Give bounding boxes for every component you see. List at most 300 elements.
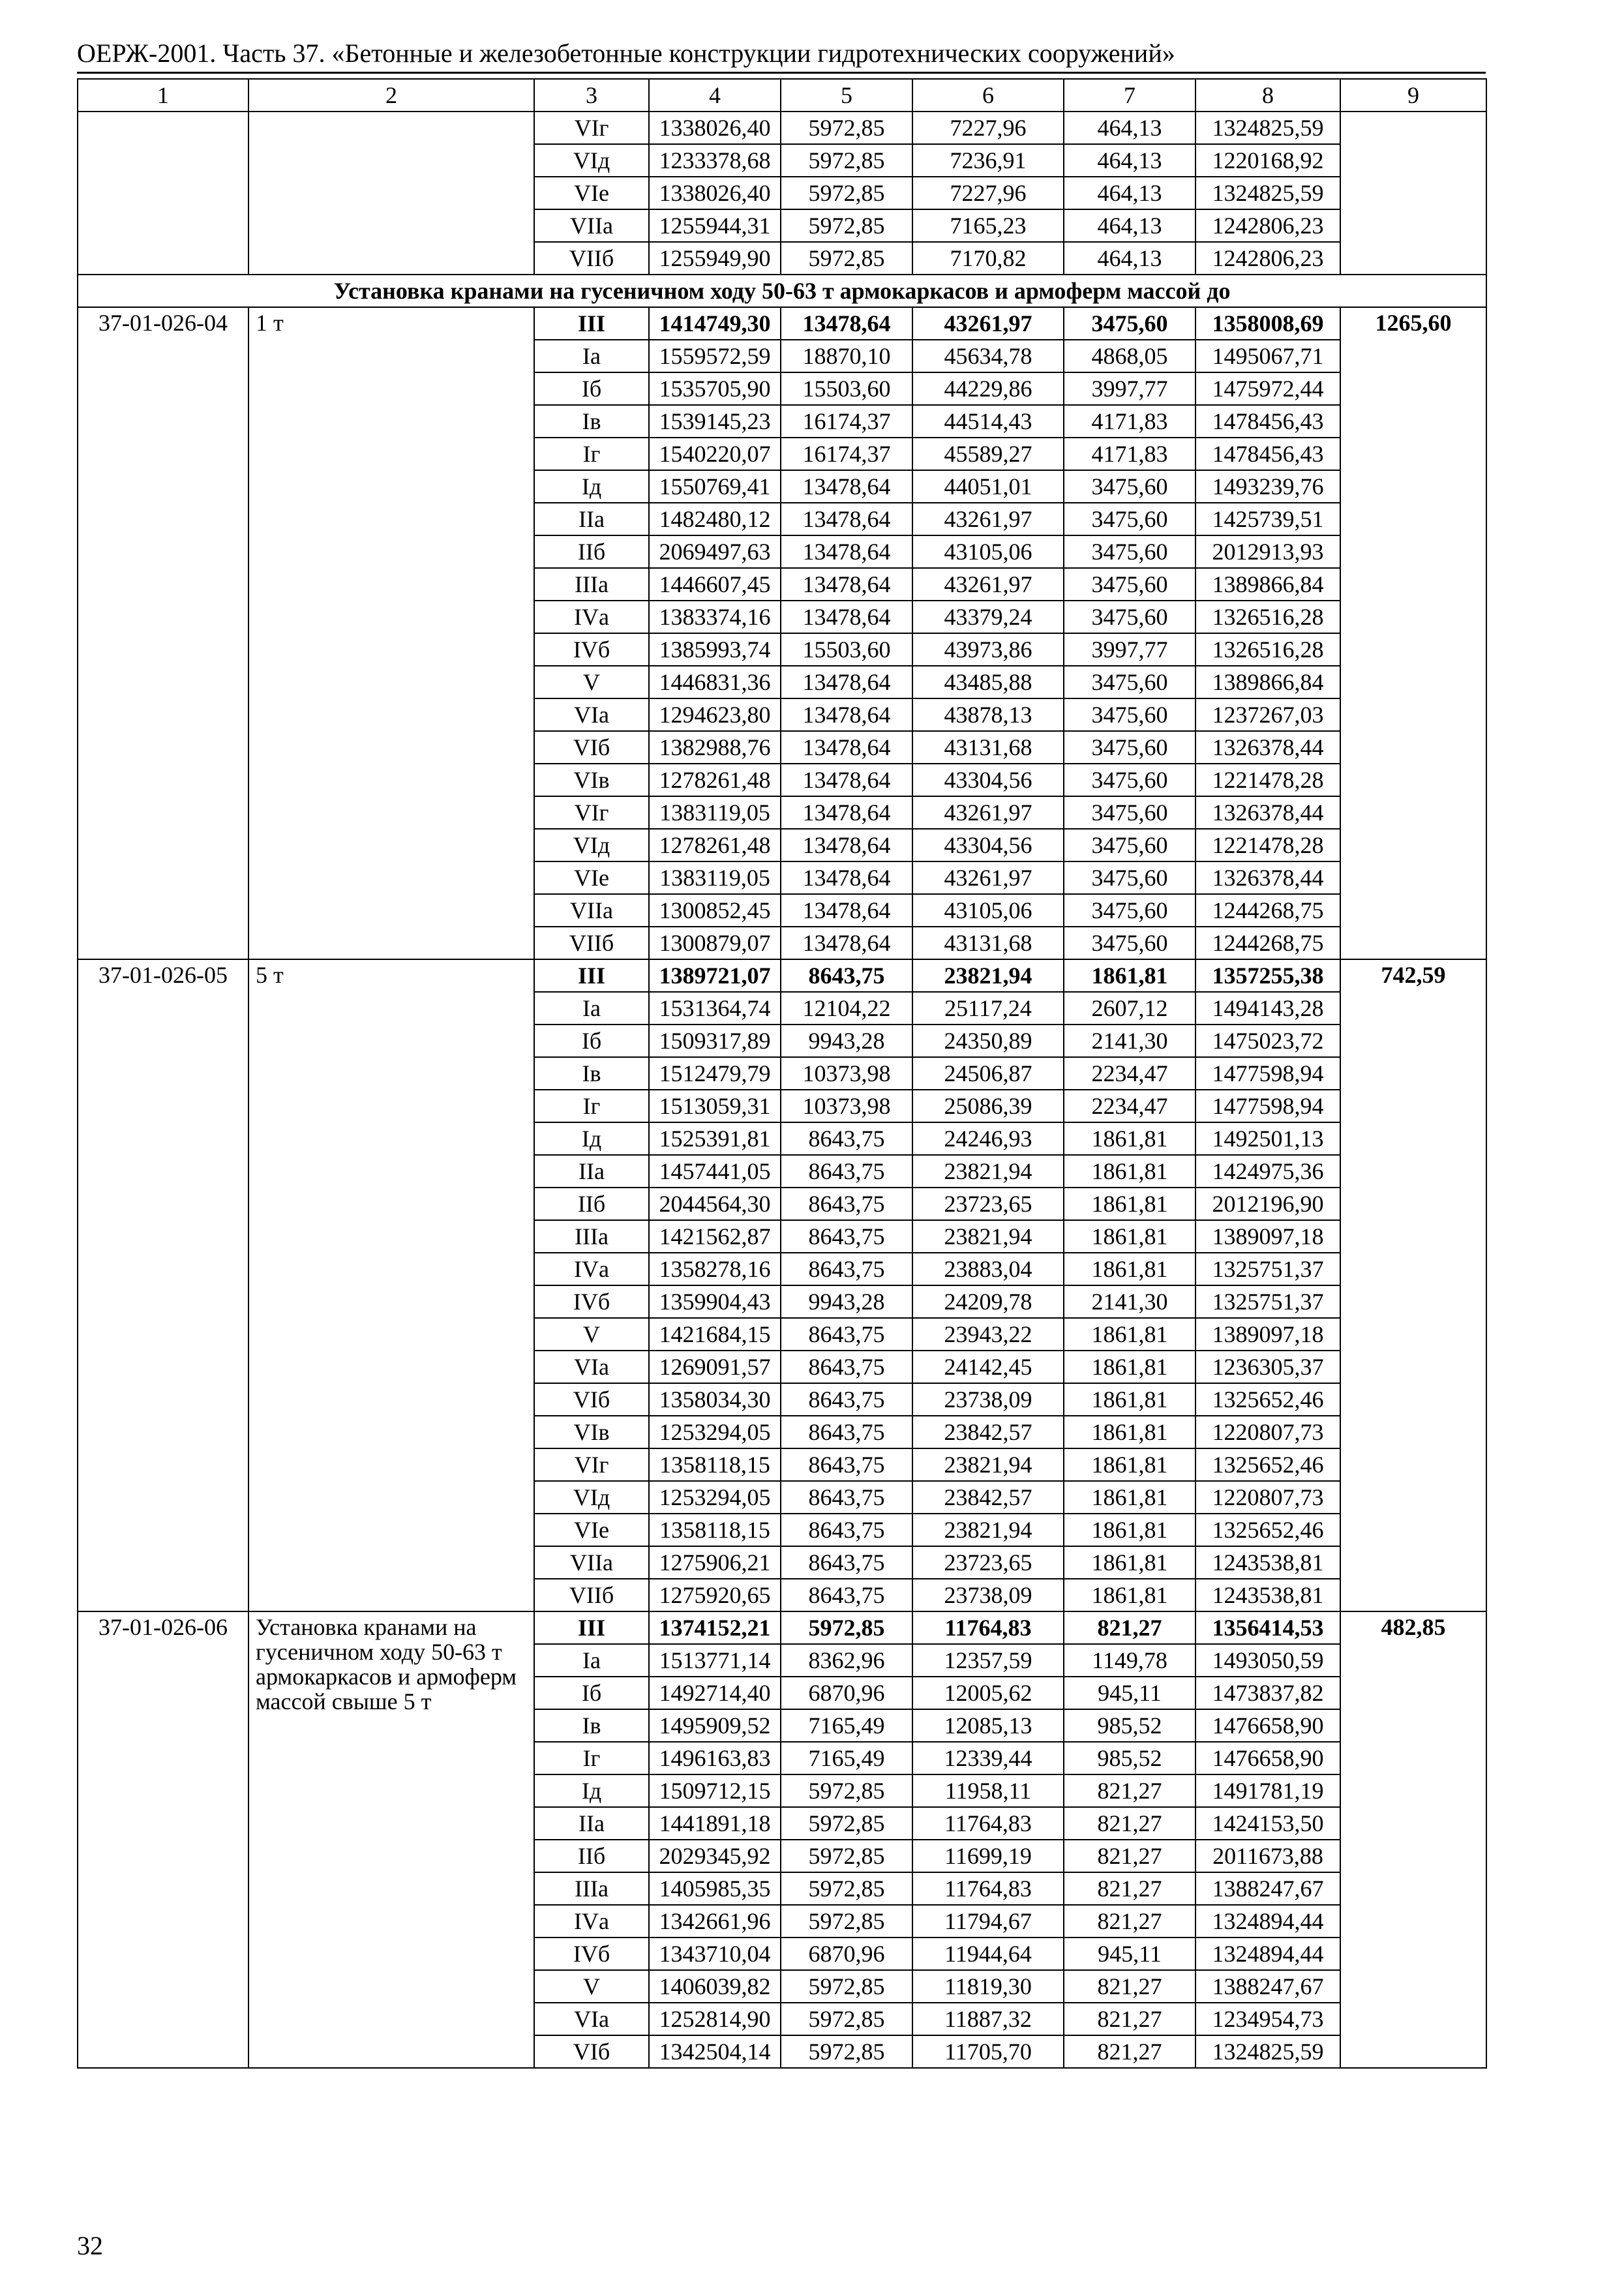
- table-cell: Iд: [534, 1774, 649, 1807]
- table-cell: 11699,19: [912, 1840, 1064, 1872]
- table-cell: 2012913,93: [1195, 535, 1340, 568]
- column-number: 2: [248, 79, 534, 112]
- table-cell: 6870,96: [781, 1937, 912, 1970]
- table-cell: 8643,75: [781, 1318, 912, 1351]
- table-cell: 1478456,43: [1195, 438, 1340, 470]
- table-cell: 10373,98: [781, 1057, 912, 1090]
- table-cell: 1382988,76: [649, 731, 781, 764]
- table-cell: 13478,64: [781, 698, 912, 731]
- table-cell: 12357,59: [912, 1644, 1064, 1677]
- table-cell: 13478,64: [781, 861, 912, 894]
- table-cell: 1389097,18: [1195, 1220, 1340, 1253]
- table-cell: 1861,81: [1064, 1579, 1195, 1611]
- table-cell: 10373,98: [781, 1090, 912, 1122]
- table-cell: 1414749,30: [649, 307, 781, 340]
- table-cell: Iб: [534, 1025, 649, 1057]
- table-cell: 1861,81: [1064, 1416, 1195, 1448]
- table-cell: 8643,75: [781, 1351, 912, 1383]
- table-cell: 2012196,90: [1195, 1188, 1340, 1220]
- table-cell: IIб: [534, 1188, 649, 1220]
- table-cell: VIд: [534, 144, 649, 177]
- table-cell: Iв: [534, 1057, 649, 1090]
- table-cell: 5972,85: [781, 177, 912, 209]
- table-cell: 8643,75: [781, 959, 912, 992]
- table-cell: 1531364,74: [649, 992, 781, 1025]
- table-cell: 821,27: [1064, 1872, 1195, 1905]
- table-cell: 44229,86: [912, 372, 1064, 405]
- table-cell: 821,27: [1064, 1905, 1195, 1937]
- table-cell: 1255949,90: [649, 242, 781, 275]
- table-cell: 1252814,90: [649, 2003, 781, 2035]
- table-cell: 1326516,28: [1195, 601, 1340, 633]
- col9-cell-empty: [1340, 112, 1486, 275]
- column-number: 9: [1340, 79, 1486, 112]
- table-cell: 13478,64: [781, 601, 912, 633]
- table-cell: 1475023,72: [1195, 1025, 1340, 1057]
- table-cell: 23738,09: [912, 1383, 1064, 1416]
- table-cell: 2234,47: [1064, 1057, 1195, 1090]
- table-cell: 3475,60: [1064, 568, 1195, 601]
- table-cell: 1477598,94: [1195, 1057, 1340, 1090]
- table-cell: 43261,97: [912, 796, 1064, 829]
- table-cell: 1512479,79: [649, 1057, 781, 1090]
- table-cell: 8643,75: [781, 1383, 912, 1416]
- table-cell: 1374152,21: [649, 1611, 781, 1644]
- table-cell: IVа: [534, 601, 649, 633]
- table-cell: 43105,06: [912, 535, 1064, 568]
- table-cell: 43261,97: [912, 861, 1064, 894]
- table-cell: Iб: [534, 372, 649, 405]
- table-cell: 8643,75: [781, 1122, 912, 1155]
- table-cell: 5972,85: [781, 1807, 912, 1840]
- table-cell: 1473837,82: [1195, 1677, 1340, 1709]
- table-cell: 5972,85: [781, 2035, 912, 2068]
- table-cell: 1861,81: [1064, 1155, 1195, 1188]
- table-cell: 23821,94: [912, 1448, 1064, 1481]
- rate-code: 37-01-026-04: [78, 307, 248, 959]
- table-cell: 8643,75: [781, 1514, 912, 1546]
- table-cell: 1861,81: [1064, 1122, 1195, 1155]
- table-cell: 11764,83: [912, 1807, 1064, 1840]
- table-cell: 1324894,44: [1195, 1905, 1340, 1937]
- page-header: ОЕРЖ-2001. Часть 37. «Бетонные и железобетонные конструкции гидротехнических сооружений»: [77, 38, 1175, 68]
- table-cell: VIа: [534, 2003, 649, 2035]
- table-cell: 1389097,18: [1195, 1318, 1340, 1351]
- table-cell: 43261,97: [912, 307, 1064, 340]
- table-cell: 8643,75: [781, 1220, 912, 1253]
- table-row: [78, 307, 1486, 340]
- table-cell: 3997,77: [1064, 372, 1195, 405]
- table-cell: 24209,78: [912, 1285, 1064, 1318]
- rate-name: 1 т: [248, 307, 534, 959]
- table-cell: 13478,64: [781, 764, 912, 796]
- table-cell: 464,13: [1064, 144, 1195, 177]
- table-cell: 1424975,36: [1195, 1155, 1340, 1188]
- table-cell: 1421562,87: [649, 1220, 781, 1253]
- table-cell: 13478,64: [781, 666, 912, 698]
- table-cell: Iа: [534, 1644, 649, 1677]
- table-cell: VIIб: [534, 927, 649, 959]
- table-cell: 8643,75: [781, 1155, 912, 1188]
- table-cell: 43261,97: [912, 568, 1064, 601]
- table-cell: 7227,96: [912, 112, 1064, 144]
- table-cell: 1326378,44: [1195, 861, 1340, 894]
- table-cell: 13478,64: [781, 829, 912, 861]
- table-cell: 1358034,30: [649, 1383, 781, 1416]
- table-cell: V: [534, 666, 649, 698]
- table-cell: 1389721,07: [649, 959, 781, 992]
- table-cell: 1496163,83: [649, 1742, 781, 1774]
- table-cell: IIа: [534, 1155, 649, 1188]
- code-cell-empty: [78, 112, 248, 275]
- table-cell: VIг: [534, 112, 649, 144]
- table-row: [78, 959, 1486, 992]
- table-cell: 1234954,73: [1195, 2003, 1340, 2035]
- table-cell: 1342504,14: [649, 2035, 781, 2068]
- table-cell: 16174,37: [781, 438, 912, 470]
- table-cell: 5972,85: [781, 1970, 912, 2003]
- table-cell: 23842,57: [912, 1416, 1064, 1448]
- table-cell: VIIа: [534, 1546, 649, 1579]
- table-cell: 8643,75: [781, 1579, 912, 1611]
- table-cell: 1494143,28: [1195, 992, 1340, 1025]
- table-cell: IVб: [534, 1937, 649, 1970]
- table-cell: 13478,64: [781, 535, 912, 568]
- table-cell: 1861,81: [1064, 1546, 1195, 1579]
- table-cell: 1359904,43: [649, 1285, 781, 1318]
- table-cell: 1325751,37: [1195, 1285, 1340, 1318]
- table-cell: 821,27: [1064, 2035, 1195, 2068]
- table-cell: 11764,83: [912, 1611, 1064, 1644]
- table-cell: 3475,60: [1064, 307, 1195, 340]
- table-cell: Iд: [534, 470, 649, 503]
- table-cell: Iа: [534, 992, 649, 1025]
- table-cell: 45634,78: [912, 340, 1064, 372]
- table-cell: 7227,96: [912, 177, 1064, 209]
- table-cell: 2234,47: [1064, 1090, 1195, 1122]
- table-cell: 1495909,52: [649, 1709, 781, 1742]
- table-cell: 5972,85: [781, 1840, 912, 1872]
- table-cell: 3475,60: [1064, 894, 1195, 927]
- table-cell: 1425739,51: [1195, 503, 1340, 535]
- table-cell: 2141,30: [1064, 1025, 1195, 1057]
- table-cell: 1388247,67: [1195, 1872, 1340, 1905]
- table-cell: 1242806,23: [1195, 242, 1340, 275]
- table-cell: 8643,75: [781, 1546, 912, 1579]
- table-cell: IIб: [534, 535, 649, 568]
- table-cell: 1476658,90: [1195, 1709, 1340, 1742]
- price-table: [77, 78, 1487, 2069]
- table-cell: VIа: [534, 698, 649, 731]
- col9-value: 742,59: [1340, 959, 1486, 1611]
- table-cell: 1324825,59: [1195, 2035, 1340, 2068]
- column-number: 1: [78, 79, 248, 112]
- table-cell: 45589,27: [912, 438, 1064, 470]
- col9-value: 482,85: [1340, 1611, 1486, 2068]
- table-cell: 25086,39: [912, 1090, 1064, 1122]
- table-cell: 464,13: [1064, 112, 1195, 144]
- group-header-row: [78, 275, 1486, 307]
- table-cell: 1861,81: [1064, 1481, 1195, 1514]
- table-cell: 3475,60: [1064, 698, 1195, 731]
- table-cell: IIб: [534, 1840, 649, 1872]
- table-cell: 43973,86: [912, 633, 1064, 666]
- table-cell: 821,27: [1064, 1611, 1195, 1644]
- table-cell: 464,13: [1064, 209, 1195, 242]
- table-cell: 5972,85: [781, 2003, 912, 2035]
- table-cell: 1513059,31: [649, 1090, 781, 1122]
- table-cell: 11944,64: [912, 1937, 1064, 1970]
- table-cell: 1405985,35: [649, 1872, 781, 1905]
- table-cell: 18870,10: [781, 340, 912, 372]
- table-cell: Iг: [534, 1090, 649, 1122]
- table-cell: 1383119,05: [649, 796, 781, 829]
- table-cell: 1326378,44: [1195, 796, 1340, 829]
- table-cell: 5972,85: [781, 1774, 912, 1807]
- table-cell: 2141,30: [1064, 1285, 1195, 1318]
- table-cell: 1861,81: [1064, 1514, 1195, 1546]
- column-number: 6: [912, 79, 1064, 112]
- table-cell: 7170,82: [912, 242, 1064, 275]
- table-cell: 1325652,46: [1195, 1448, 1340, 1481]
- table-cell: 1861,81: [1064, 1188, 1195, 1220]
- table-cell: 1242806,23: [1195, 209, 1340, 242]
- table-cell: IIIа: [534, 1872, 649, 1905]
- table-cell: IVа: [534, 1253, 649, 1285]
- table-cell: 1389866,84: [1195, 666, 1340, 698]
- table-cell: III: [534, 307, 649, 340]
- table-cell: 8643,75: [781, 1253, 912, 1285]
- table-cell: 43878,13: [912, 698, 1064, 731]
- table-cell: 24350,89: [912, 1025, 1064, 1057]
- table-cell: 1325652,46: [1195, 1383, 1340, 1416]
- table-cell: 1324825,59: [1195, 177, 1340, 209]
- table-cell: 24506,87: [912, 1057, 1064, 1090]
- table-cell: III: [534, 959, 649, 992]
- table-cell: 8643,75: [781, 1448, 912, 1481]
- table-cell: 1358118,15: [649, 1514, 781, 1546]
- table-cell: 3475,60: [1064, 601, 1195, 633]
- table-cell: 1325652,46: [1195, 1514, 1340, 1546]
- table-cell: 43131,68: [912, 731, 1064, 764]
- table-cell: 3475,60: [1064, 764, 1195, 796]
- table-cell: 7165,23: [912, 209, 1064, 242]
- table-cell: Iг: [534, 438, 649, 470]
- table-cell: 13478,64: [781, 927, 912, 959]
- table-cell: 9943,28: [781, 1285, 912, 1318]
- table-cell: 1861,81: [1064, 959, 1195, 992]
- table-cell: 821,27: [1064, 1970, 1195, 2003]
- table-cell: 24142,45: [912, 1351, 1064, 1383]
- table-cell: 23723,65: [912, 1188, 1064, 1220]
- table-cell: 1492501,13: [1195, 1122, 1340, 1155]
- table-cell: 43304,56: [912, 829, 1064, 861]
- table-cell: 1861,81: [1064, 1448, 1195, 1481]
- table-cell: VIд: [534, 829, 649, 861]
- table-cell: 4171,83: [1064, 405, 1195, 438]
- table-cell: 5972,85: [781, 1872, 912, 1905]
- group-header: Установка кранами на гусеничном ходу 50-63 т армокаркасов и армоферм массой до: [78, 275, 1486, 307]
- table-cell: 821,27: [1064, 1774, 1195, 1807]
- table-cell: 12085,13: [912, 1709, 1064, 1742]
- table-cell: VIе: [534, 1514, 649, 1546]
- table-cell: VIIа: [534, 894, 649, 927]
- table-cell: IVб: [534, 1285, 649, 1318]
- table-cell: 1513771,14: [649, 1644, 781, 1677]
- table-cell: 1421684,15: [649, 1318, 781, 1351]
- table-cell: 11794,67: [912, 1905, 1064, 1937]
- table-cell: 1342661,96: [649, 1905, 781, 1937]
- table-cell: 3997,77: [1064, 633, 1195, 666]
- table-cell: 1253294,05: [649, 1481, 781, 1514]
- table-cell: 1220807,73: [1195, 1481, 1340, 1514]
- table-cell: 23821,94: [912, 959, 1064, 992]
- table-cell: 1475972,44: [1195, 372, 1340, 405]
- table-cell: 1356414,53: [1195, 1611, 1340, 1644]
- table-cell: 1539145,23: [649, 405, 781, 438]
- table-cell: 1383374,16: [649, 601, 781, 633]
- table-cell: 1325751,37: [1195, 1253, 1340, 1285]
- table-cell: IIIа: [534, 568, 649, 601]
- table-cell: 1358008,69: [1195, 307, 1340, 340]
- table-cell: 1338026,40: [649, 112, 781, 144]
- table-cell: 11764,83: [912, 1872, 1064, 1905]
- table-cell: V: [534, 1970, 649, 2003]
- table-cell: 13478,64: [781, 568, 912, 601]
- table-cell: 1243538,81: [1195, 1579, 1340, 1611]
- table-cell: 1476658,90: [1195, 1742, 1340, 1774]
- table-cell: 1300879,07: [649, 927, 781, 959]
- table-cell: 5972,85: [781, 1611, 912, 1644]
- table-cell: 1358118,15: [649, 1448, 781, 1481]
- table-row: [78, 1611, 1486, 1644]
- table-cell: 2029345,92: [649, 1840, 781, 1872]
- table-cell: 1324825,59: [1195, 112, 1340, 144]
- table-cell: 1535705,90: [649, 372, 781, 405]
- table-cell: 2607,12: [1064, 992, 1195, 1025]
- table-cell: 44051,01: [912, 470, 1064, 503]
- table-cell: 4171,83: [1064, 438, 1195, 470]
- table-cell: 13478,64: [781, 894, 912, 927]
- table-cell: 3475,60: [1064, 535, 1195, 568]
- table-cell: 11819,30: [912, 1970, 1064, 2003]
- table-cell: VIIб: [534, 1579, 649, 1611]
- table-cell: 43131,68: [912, 927, 1064, 959]
- table-cell: 23738,09: [912, 1579, 1064, 1611]
- table-cell: 1278261,48: [649, 829, 781, 861]
- table-cell: 1492714,40: [649, 1677, 781, 1709]
- table-cell: 1255944,31: [649, 209, 781, 242]
- table-cell: 7236,91: [912, 144, 1064, 177]
- table-cell: 43105,06: [912, 894, 1064, 927]
- table-cell: 43485,88: [912, 666, 1064, 698]
- table-cell: 821,27: [1064, 1807, 1195, 1840]
- table-cell: 1861,81: [1064, 1318, 1195, 1351]
- table-cell: III: [534, 1611, 649, 1644]
- table-cell: 1493050,59: [1195, 1644, 1340, 1677]
- column-number: 3: [534, 79, 649, 112]
- table-cell: VIIа: [534, 209, 649, 242]
- table-cell: 1244268,75: [1195, 927, 1340, 959]
- table-cell: 1244268,75: [1195, 894, 1340, 927]
- table-cell: 24246,93: [912, 1122, 1064, 1155]
- table-cell: 6870,96: [781, 1677, 912, 1709]
- table-cell: 1220168,92: [1195, 144, 1340, 177]
- table-cell: 43304,56: [912, 764, 1064, 796]
- table-cell: 12339,44: [912, 1742, 1064, 1774]
- table-cell: 1221478,28: [1195, 829, 1340, 861]
- table-cell: 2011673,88: [1195, 1840, 1340, 1872]
- table-cell: 4868,05: [1064, 340, 1195, 372]
- table-cell: 1338026,40: [649, 177, 781, 209]
- table-cell: 1457441,05: [649, 1155, 781, 1188]
- table-cell: 1509317,89: [649, 1025, 781, 1057]
- rate-code: 37-01-026-05: [78, 959, 248, 1611]
- table-cell: 1383119,05: [649, 861, 781, 894]
- table-cell: 23842,57: [912, 1481, 1064, 1514]
- table-cell: Iв: [534, 1709, 649, 1742]
- table-cell: IVб: [534, 633, 649, 666]
- column-number: 4: [649, 79, 781, 112]
- table-cell: 7165,49: [781, 1709, 912, 1742]
- table-cell: 1509712,15: [649, 1774, 781, 1807]
- table-cell: IIIа: [534, 1220, 649, 1253]
- table-cell: 1389866,84: [1195, 568, 1340, 601]
- table-cell: Iа: [534, 340, 649, 372]
- table-cell: 1861,81: [1064, 1351, 1195, 1383]
- table-cell: 11887,32: [912, 2003, 1064, 2035]
- table-cell: 11958,11: [912, 1774, 1064, 1807]
- table-cell: 1861,81: [1064, 1253, 1195, 1285]
- table-cell: 23723,65: [912, 1546, 1064, 1579]
- table-cell: Iб: [534, 1677, 649, 1709]
- table-cell: VIб: [534, 2035, 649, 2068]
- table-cell: 3475,60: [1064, 829, 1195, 861]
- table-cell: 8643,75: [781, 1416, 912, 1448]
- table-cell: 1358278,16: [649, 1253, 781, 1285]
- table-cell: 1237267,03: [1195, 698, 1340, 731]
- table-cell: 1525391,81: [649, 1122, 781, 1155]
- table-cell: 8362,96: [781, 1644, 912, 1677]
- table-cell: 15503,60: [781, 372, 912, 405]
- table-cell: 13478,64: [781, 731, 912, 764]
- table-cell: VIIб: [534, 242, 649, 275]
- page-number: 32: [77, 2231, 103, 2260]
- table-cell: 821,27: [1064, 2003, 1195, 2035]
- table-cell: 2044564,30: [649, 1188, 781, 1220]
- table-cell: 1385993,74: [649, 633, 781, 666]
- column-number-row: [78, 79, 1486, 112]
- table-cell: 13478,64: [781, 307, 912, 340]
- table-cell: 1300852,45: [649, 894, 781, 927]
- table-cell: V: [534, 1318, 649, 1351]
- table-cell: 1446831,36: [649, 666, 781, 698]
- table-cell: 8643,75: [781, 1188, 912, 1220]
- table-cell: VIг: [534, 796, 649, 829]
- table-cell: 945,11: [1064, 1677, 1195, 1709]
- table-cell: 985,52: [1064, 1742, 1195, 1774]
- table-cell: VIа: [534, 1351, 649, 1383]
- table-cell: 5972,85: [781, 209, 912, 242]
- table-cell: 43379,24: [912, 601, 1064, 633]
- table-cell: Iд: [534, 1122, 649, 1155]
- table-cell: 25117,24: [912, 992, 1064, 1025]
- table-cell: 1478456,43: [1195, 405, 1340, 438]
- table-cell: 1236305,37: [1195, 1351, 1340, 1383]
- table-cell: 945,11: [1064, 1937, 1195, 1970]
- table-cell: 1441891,18: [649, 1807, 781, 1840]
- table-cell: 23821,94: [912, 1514, 1064, 1546]
